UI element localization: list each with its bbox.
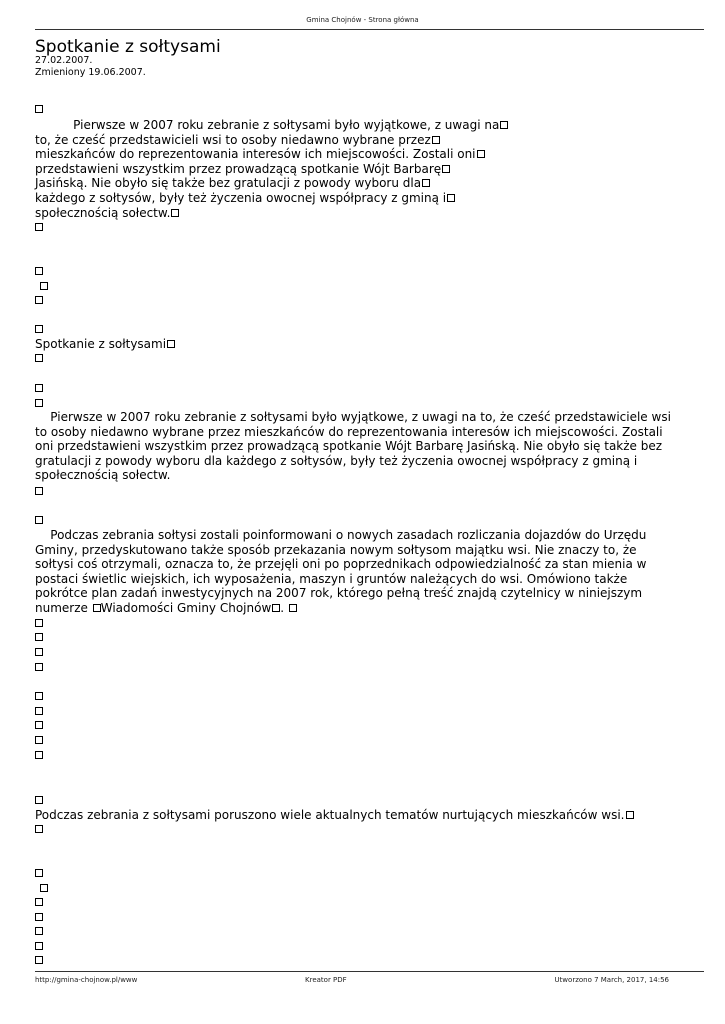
missing-glyph-box — [447, 194, 455, 202]
missing-glyph-box — [35, 384, 43, 392]
modified-date: Zmieniony 19.06.2007. — [35, 67, 146, 78]
photo-caption — [35, 808, 634, 823]
missing-glyph-box — [289, 604, 297, 612]
intro-line: społecznością sołectw. — [35, 205, 171, 220]
missing-glyph-box — [35, 796, 43, 804]
paragraph-line: to osoby niedawno wybrane przez mieszkańców do reprezentowania interesów ich miejscowości. Zostali — [35, 424, 663, 439]
intro-paragraph — [35, 118, 508, 220]
article-subtitle: Spotkanie z sołtysami — [35, 337, 167, 351]
missing-glyph-box — [35, 516, 43, 524]
missing-glyph-box — [35, 692, 43, 700]
missing-glyph-box — [35, 721, 43, 729]
paragraph-line: społecznością sołectw. — [35, 468, 171, 483]
missing-glyph-box — [35, 487, 43, 495]
paragraph-line: Pierwsze w 2007 roku zebranie z sołtysami było wyjątkowe, z uwagi na to, że cześć przedstawiciele wsi — [35, 410, 671, 424]
newsletter-title: Wiadomości Gminy Chojnów — [100, 600, 272, 615]
missing-glyph-box — [35, 296, 43, 304]
missing-glyph-box — [171, 209, 179, 217]
paragraph-line: oni przedstawieni wszystkim przez prowadzącą spotkanie Wójt Barbarę Jasińską. Nie obyło się także bez — [35, 439, 663, 454]
missing-glyph-box — [35, 354, 43, 362]
missing-glyph-box — [35, 913, 43, 921]
missing-glyph-box — [35, 619, 43, 627]
paragraph-line-suffix: . — [280, 600, 288, 615]
page-header-title: Gmina Chojnów - Strona główna — [306, 16, 419, 24]
paragraph-line: pokrótce plan zadań inwestycyjnych na 2007 rok, którego pełną treść znajdą czytelnicy w niniejszym — [35, 586, 643, 601]
missing-glyph-box — [35, 399, 43, 407]
intro-line: to, że cześć przedstawicieli wsi to osoby niedawno wybrane przez — [35, 132, 431, 147]
missing-glyph-box — [35, 267, 43, 275]
missing-glyph-box — [477, 150, 485, 158]
article-title: Spotkanie z sołtysami — [35, 37, 221, 57]
footer-created: Utworzono 7 March, 2017, 14:56 — [554, 976, 669, 984]
paragraph-line: Podczas zebrania sołtysi zostali poinformowani o nowych zasadach rozliczania dojazdów do Urzędu — [35, 528, 647, 542]
subtitle-line — [35, 337, 175, 352]
missing-glyph-box — [35, 707, 43, 715]
paragraph-line: gratulacji z powody wyboru dla każdego z sołtysów, były też życzenia owocnej współpracy z gminą i — [35, 453, 638, 468]
paragraph-first-meeting — [35, 410, 671, 483]
paragraph-line: postaci świetlic wiejskich, ich wyposażenia, maszyn i gruntów należących do wsi. Omówiono także — [35, 571, 628, 586]
missing-glyph-box — [35, 825, 43, 833]
missing-glyph-box — [35, 648, 43, 656]
missing-glyph-box — [35, 663, 43, 671]
paragraph-line: Gminy, przedyskutowano także sposób przekazania nowym sołtysom majątku wsi. Nie znaczy to, że — [35, 542, 637, 557]
caption-text: Podczas zebrania z sołtysami poruszono wiele aktualnych tematów nurtujących mieszkańców wsi. — [35, 808, 625, 822]
footer-generator: Kreator PDF — [305, 976, 347, 984]
intro-line: mieszkańców do reprezentowania interesów ich miejscowości. Zostali oni — [35, 147, 476, 162]
paragraph-line: sołtysi coś otrzymali, oznacza to, że przejęli oni po poprzednikach odpowiedzialność za stan mienia w — [35, 557, 647, 572]
missing-glyph-box — [167, 340, 175, 348]
missing-glyph-box — [35, 325, 43, 333]
missing-glyph-box — [35, 942, 43, 950]
missing-glyph-box — [40, 282, 48, 290]
intro-line: Pierwsze w 2007 roku zebranie z sołtysami było wyjątkowe, z uwagi na — [35, 118, 500, 132]
intro-line: przedstawieni wszystkim przez prowadzącą spotkanie Wójt Barbarę — [35, 161, 442, 176]
missing-glyph-box — [35, 898, 43, 906]
missing-glyph-box — [35, 105, 43, 113]
header-rule — [35, 29, 704, 30]
missing-glyph-box — [35, 223, 43, 231]
created-date: 27.02.2007. — [35, 55, 93, 66]
missing-glyph-box — [35, 956, 43, 964]
missing-glyph-box — [35, 869, 43, 877]
intro-line: każdego z sołtysów, były też życzenia owocnej współpracy z gminą i — [35, 190, 447, 205]
footer-url: http://gmina-chojnow.pl/www — [35, 976, 138, 984]
missing-glyph-box — [422, 179, 430, 187]
paragraph-meeting-details — [35, 528, 646, 616]
missing-glyph-box — [40, 884, 48, 892]
missing-glyph-box — [35, 927, 43, 935]
missing-glyph-box — [35, 751, 43, 759]
missing-glyph-box — [35, 736, 43, 744]
missing-glyph-box — [93, 604, 101, 612]
missing-glyph-box — [35, 633, 43, 641]
missing-glyph-box — [626, 811, 634, 819]
missing-glyph-box — [500, 121, 508, 129]
missing-glyph-box — [432, 136, 440, 144]
intro-line: Jasińską. Nie obyło się także bez gratulacji z powody wyboru dla — [35, 176, 422, 191]
paragraph-line-prefix: numerze — [35, 600, 92, 615]
missing-glyph-box — [442, 165, 450, 173]
footer-rule — [35, 971, 704, 972]
